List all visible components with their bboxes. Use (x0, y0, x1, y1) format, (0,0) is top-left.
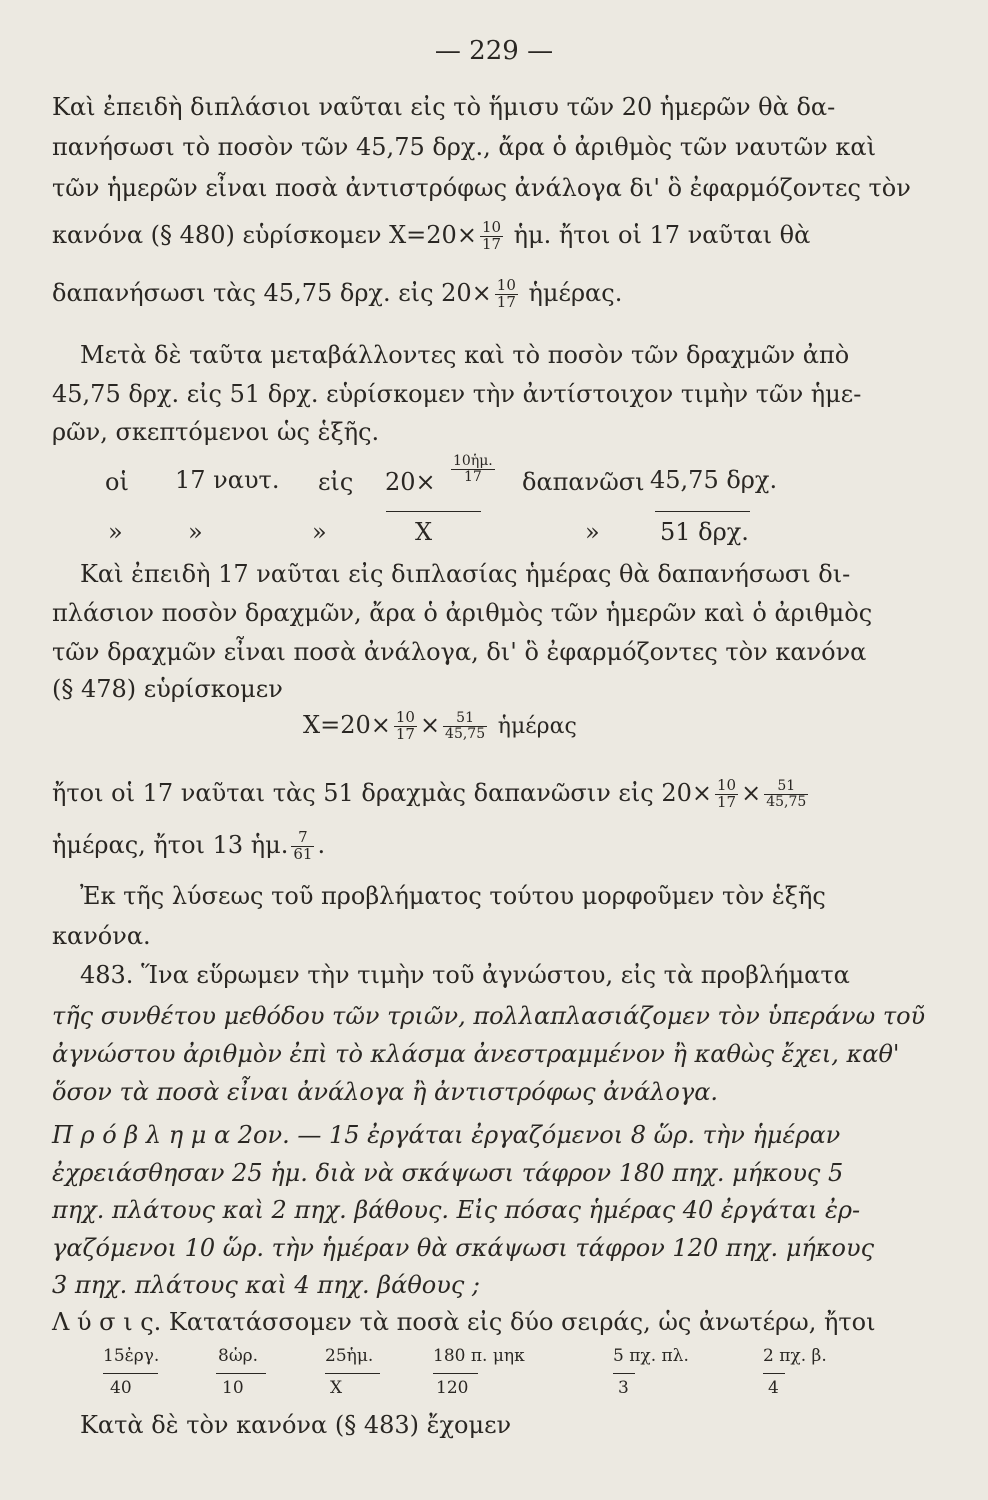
scheme-cell: X (330, 1378, 343, 1398)
problem-line: Π ρ ό β λ η μ α 2ον. — 15 ἐργάται ἐργαζόμενοι 8 ὥρ. τὴν ἡμέραν (52, 1121, 841, 1149)
rule-text-line: τῆς συνθέτου μεθόδου τῶν τριῶν, πολλαπλασιάζομεν τὸν ὑπεράνω τοῦ (52, 1002, 926, 1030)
text-line: Μετὰ δὲ ταῦτα μεταβάλλοντες καὶ τὸ ποσὸν τῶν δραχμῶν ἀπὸ (80, 341, 850, 369)
line-text: δαπανήσωσι τὰς 45,75 δρχ. εἰς 20× (52, 278, 492, 307)
line-text: ἡμ. ἤτοι οἱ 17 ναῦται θὰ (513, 220, 811, 249)
scheme-cell: 15ἐργ. (103, 1346, 160, 1366)
scheme-cell: » (312, 518, 327, 546)
scheme-cell: 4 (768, 1378, 779, 1398)
text-line: 45,75 δρχ. εἰς 51 δρχ. εὑρίσκομεν τὴν ἀντίστοιχον τιμὴν τῶν ἡμε- (52, 380, 862, 408)
line-text: κανόνα (§ 480) εὑρίσκομεν X=20× (52, 220, 477, 249)
scheme-cell: δαπανῶσι (522, 468, 645, 496)
text-line-with-fraction (52, 278, 622, 311)
scheme-rule (613, 1373, 635, 1374)
text-line: (§ 478) εὑρίσκομεν (52, 675, 283, 703)
scheme-rule (103, 1373, 158, 1374)
scheme-rule (433, 1373, 478, 1374)
fraction: $\frac{10}{17}$ (481, 218, 502, 253)
scheme-cell: 5 πχ. πλ. (613, 1346, 689, 1366)
page-number: — 229 — (434, 36, 554, 66)
text-line: τῶν ἡμερῶν εἶναι ποσὰ ἀντιστρόφως ἀνάλογα δι' ὃ ἐφαρμόζοντες τὸν (52, 174, 911, 202)
text-line: τῶν δραχμῶν εἶναι ποσὰ ἀνάλογα, δι' ὃ ἐφαρμόζοντες τὸν κανόνα (52, 638, 867, 666)
text-line: πανήσωσι τὸ ποσὸν τῶν 45,75 δρχ., ἄρα ὁ ἀριθμὸς τῶν ναυτῶν καὶ (52, 133, 877, 161)
text-line: πλάσιον ποσὸν δραχμῶν, ἄρα ὁ ἀριθμὸς τῶν ἡμερῶν καὶ ὁ ἀριθμὸς (52, 599, 873, 627)
text-line-with-fraction (52, 220, 810, 253)
scheme-cell: 3 (618, 1378, 629, 1398)
text-line: κανόνα. (52, 922, 151, 950)
scheme-cell: 2 πχ. β. (763, 1346, 827, 1366)
scheme-cell: » (585, 518, 600, 546)
scheme-cell: εἰς (318, 468, 354, 496)
fraction: $\frac{\text{10ἡμ.}}{17}$ (453, 453, 493, 485)
text-line-with-fraction: ἤτοι οἱ 17 ναῦται τὰς 51 δραχμὰς δαπανῶσιν εἰς 20× $\frac{10}{17}$ × $\frac{51}{45,75}$ (52, 776, 807, 811)
scheme-rule (655, 511, 750, 512)
scheme-cell: » (108, 518, 123, 546)
scheme-cell: 20× (385, 468, 436, 496)
problem-line: γαζόμενοι 10 ὥρ. τὴν ἡμέραν θὰ σκάψωσι τάφρον 120 πηχ. μήκους (52, 1234, 875, 1262)
problem-line: πηχ. πλάτους καὶ 2 πηχ. βάθους. Εἰς πόσας ἡμέρας 40 ἐργάται ἐρ- (52, 1196, 861, 1224)
scheme-cell: 8ὡρ. (218, 1346, 259, 1366)
scheme-cell: 25ἡμ. (325, 1346, 374, 1366)
scheme-cell: » (188, 518, 203, 546)
text-line: Κατὰ δὲ τὸν κανόνα (§ 483) ἔχομεν (80, 1411, 512, 1439)
scheme-rule (386, 511, 481, 512)
text-line-with-fraction: ἡμέρας, ἤτοι 13 ἡμ. $\frac{7}{61}$ . (52, 828, 326, 863)
scheme-cell: 45,75 δρχ. (650, 466, 778, 494)
scheme-cell: 51 δρχ. (660, 518, 749, 546)
solution-line: Λ ύ σ ι ς. Κατατάσσομεν τὰ ποσὰ εἰς δύο σειράς, ὡς ἀνωτέρω, ἤτοι (52, 1308, 876, 1336)
scheme-cell: 180 π. μηκ (433, 1346, 525, 1366)
text-line: Καὶ ἐπειδὴ διπλάσιοι ναῦται εἰς τὸ ἥμισυ τῶν 20 ἡμερῶν θὰ δα- (52, 93, 836, 121)
text-line: Καὶ ἐπειδὴ 17 ναῦται εἰς διπλασίας ἡμέρας θὰ δαπανήσωσι δι- (80, 560, 851, 588)
problem-line: ἐχρειάσθησαν 25 ἡμ. διὰ νὰ σκάψωσι τάφρον 180 πηχ. μήκους 5 (52, 1159, 844, 1187)
scheme-rule (763, 1373, 785, 1374)
rule-text-line: ὅσον τὰ ποσὰ εἶναι ἀνάλογα ἢ ἀντιστρόφως ἀνάλογα. (52, 1078, 719, 1106)
formula: X=20× $\frac{10}{17}$ × $\frac{51}{45,75}$ ἡμέρας (303, 708, 577, 743)
scheme-cell: 40 (110, 1378, 132, 1398)
scheme-cell: οἱ (105, 468, 129, 496)
rule-text-line: ἀγνώστου ἀριθμὸν ἐπὶ τὸ κλάσμα ἀνεστραμμένον ἢ καθὼς ἔχει, καθ' (52, 1040, 900, 1068)
line-text: ἡμέρας. (528, 278, 623, 307)
rule-text-line: 483. Ἵνα εὕρωμεν τὴν τιμὴν τοῦ ἀγνώστου, εἰς τὰ προβλήματα (80, 961, 850, 989)
scheme-cell: X (415, 518, 433, 546)
scheme-cell: 10 (222, 1378, 244, 1398)
scheme-rule (325, 1373, 380, 1374)
scheme-rule (216, 1373, 266, 1374)
text-line: ρῶν, σκεπτόμενοι ὡς ἑξῆς. (52, 418, 380, 446)
problem-line: 3 πηχ. πλάτους καὶ 4 πηχ. βάθους ; (52, 1271, 480, 1299)
text-line: Ἐκ τῆς λύσεως τοῦ προβλήματος τούτου μορφοῦμεν τὸν ἑξῆς (80, 882, 826, 910)
scheme-cell: 120 (436, 1378, 469, 1398)
scheme-cell: 17 ναυτ. (175, 466, 280, 494)
fraction: $\frac{10}{17}$ (496, 276, 516, 311)
